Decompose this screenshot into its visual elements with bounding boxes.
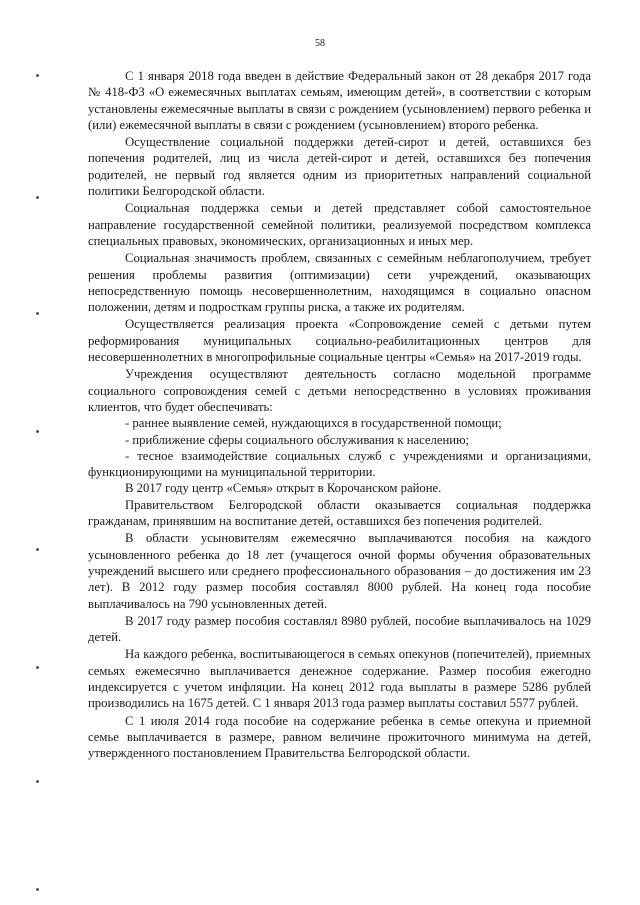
paragraph: Учреждения осуществляют деятельность согласно модельной программе социального сопровождения семей с детьми непосредственно в условиях проживания клиентов, что будет обеспечивать: bbox=[88, 367, 591, 414]
page-number: 58 bbox=[315, 38, 325, 49]
list-item: - тесное взаимодействие социальных служб с учреждениями и организациями, функционирующими на муниципальной территории. bbox=[88, 448, 591, 480]
paragraph: С 1 июля 2014 года пособие на содержание ребенка в семье опекуна и приемной семье выплачивается в размере, равном величине прожиточного минимума на детей, утвержденного постановлением Правительства Белгородской области. bbox=[88, 713, 591, 761]
paragraph: Осуществление социальной поддержки детей-сирот и детей, оставшихся без попечения родителей, лиц из числа детей-сирот и детей, оставшихся без попечения родителей, не первый год является одним из приоритетных направлений социальной политики Белгородской области. bbox=[88, 135, 591, 199]
paragraph: Социальная значимость проблем, связанных с семейным неблагополучием, требует решения проблемы развития (оптимизации) сети учреждений, оказывающих непосредственную помощь несовершеннолетним, находящимся в социально опасном положении, детям и подросткам группы риска, а также их родителям. bbox=[88, 251, 591, 315]
paragraph: В 2017 году центр «Семья» открыт в Корочанском районе. bbox=[125, 481, 442, 496]
paragraph: Осуществляется реализация проекта «Сопровождение семей с детьми путем реформирования муниципальных социально-реабилитационных центров для несовершеннолетних в многопрофильные социальные центры «Семья» на 2017-2019 годы. bbox=[88, 317, 591, 365]
margin-punch-mark bbox=[36, 196, 39, 199]
paragraph: На каждого ребенка, воспитывающегося в семьях опекунов (попечителей), приемных семьях ежемесячно выплачивается денежное содержание. Размер пособия ежегодно индексируется с учетом инфляции. На конец 2012 года выплаты в размере 5286 рублей производились на 1675 детей. С 1 января 2013 года размер выплаты составил 5577 рублей. bbox=[88, 647, 591, 711]
margin-punch-mark bbox=[36, 548, 39, 551]
list-item: - раннее выявление семей, нуждающихся в государственной помощи; bbox=[125, 416, 502, 431]
paragraph: Правительством Белгородской области оказывается социальная поддержка гражданам, принявшим на воспитание детей, оставшихся без попечения родителей. bbox=[88, 497, 591, 529]
paragraph: В 2017 году размер пособия составлял 8980 рублей, пособие выплачивалось на 1029 детей. bbox=[88, 613, 591, 645]
list-item: - приближение сферы социального обслуживания к населению; bbox=[125, 432, 470, 447]
margin-punch-mark bbox=[36, 888, 39, 891]
paragraph: В области усыновителям ежемесячно выплачиваются пособия на каждого усыновленного ребенка до 18 лет (учащегося очной формы обучения образовательных учреждений высшего или среднего профессионального образования – до достижения им 23 лет). В 2012 году размер пособия составлял 8000 рублей. На конец года пособие выплачивалось на 790 усыновленных детей. bbox=[88, 531, 591, 611]
margin-punch-mark bbox=[36, 666, 39, 669]
margin-punch-mark bbox=[36, 74, 39, 77]
document-body bbox=[88, 68, 591, 761]
margin-punch-mark bbox=[36, 430, 39, 433]
paragraph: Социальная поддержка семьи и детей представляет собой самостоятельное направление государственной семейной политики, реализуемой посредством комплекса специальных правовых, экономических, организационных и иных мер. bbox=[88, 201, 591, 248]
paragraph: С 1 января 2018 года введен в действие Федеральный закон от 28 декабря 2017 года № 418-ФЗ «О ежемесячных выплатах семьям, имеющим детей», в соответствии с которым установлены ежемесячные выплаты в связи с рождением (усыновлением) первого ребенка и (или) ежемесячной выплаты в связи с рождением (усыновлением) второго ребенка. bbox=[88, 69, 591, 132]
margin-punch-mark bbox=[36, 312, 39, 315]
margin-punch-mark bbox=[36, 780, 39, 783]
